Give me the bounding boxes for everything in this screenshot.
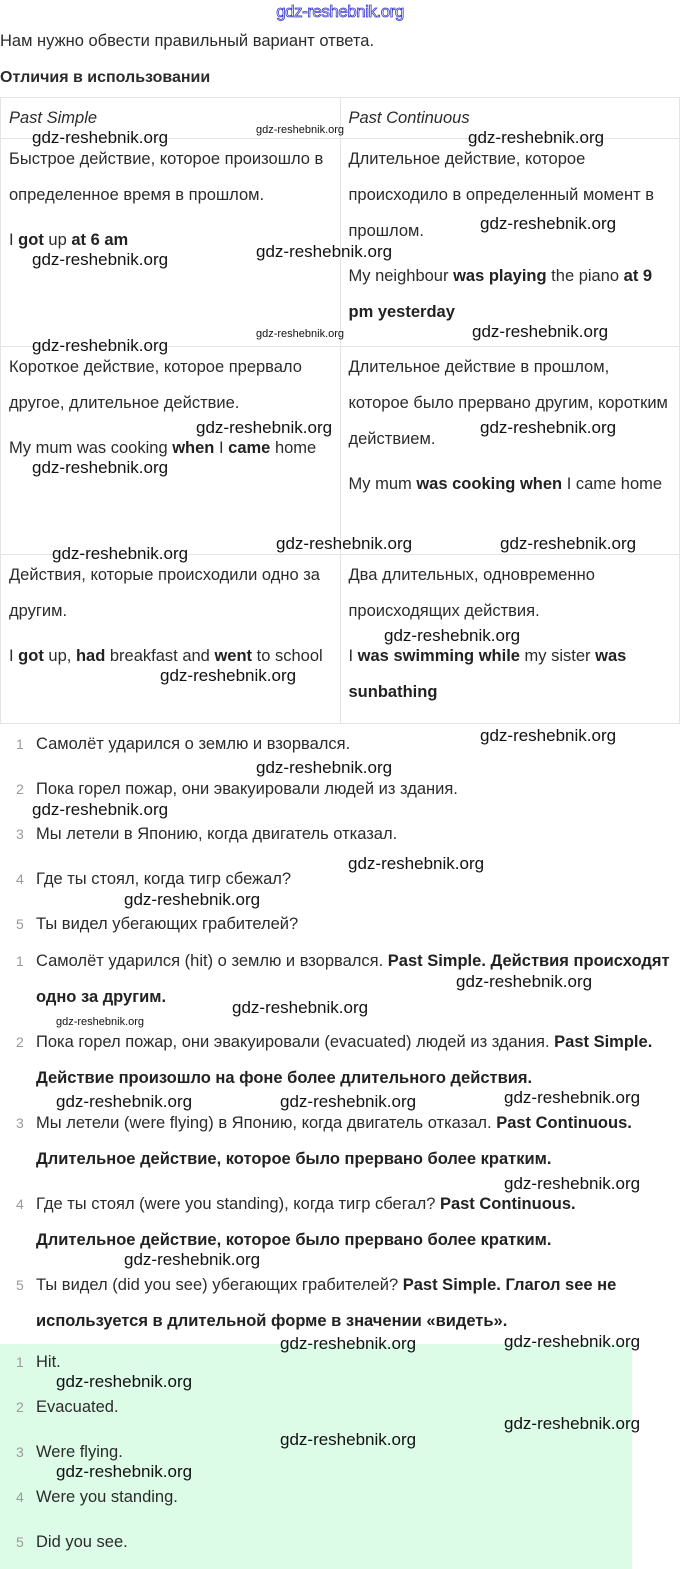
watermark: gdz-reshebnik.org — [256, 242, 393, 261]
item-number: 1 — [16, 736, 24, 752]
text-run: I — [214, 439, 229, 457]
item-text: Где ты стоял, когда тигр сбежал? — [36, 870, 292, 888]
bold-text: at 9 pm yesterday — [348, 267, 653, 321]
answer-item — [0, 1479, 632, 1515]
list-item — [0, 906, 680, 942]
watermark: gdz-reshebnik.org — [124, 890, 261, 909]
cell-description: Быстрое действие, которое произошло в определенное время в прошлом. — [9, 150, 324, 204]
text-run: home — [270, 439, 317, 457]
item-text — [36, 1105, 680, 1177]
list-item — [0, 1267, 680, 1339]
watermark: gdz-reshebnik.org — [56, 1372, 193, 1391]
text-run: I came home — [562, 475, 663, 493]
list-item — [0, 1105, 680, 1177]
watermark: gdz-reshebnik.org — [472, 322, 609, 341]
text-run: to school — [252, 647, 323, 665]
comparison-table — [0, 97, 680, 724]
text-run: I — [9, 647, 19, 665]
table-cell — [340, 347, 680, 555]
text-run: up — [43, 231, 72, 249]
item-number: 3 — [16, 826, 24, 842]
bold-text: had — [75, 647, 106, 665]
watermark: gdz-reshebnik.org — [504, 1088, 641, 1107]
watermark: gdz-reshebnik.org — [504, 1414, 641, 1433]
bold-text: was swimming while — [357, 647, 520, 665]
watermark: gdz-reshebnik.org — [348, 854, 485, 873]
item-text: Самолёт ударился о землю и взорвался. — [36, 735, 351, 753]
list-item — [0, 1024, 680, 1096]
cell-description: Длительное действие в прошлом, которое было прервано другим, коротким действием. — [348, 358, 668, 448]
intro-text: Нам нужно обвести правильный вариант ответа. — [0, 32, 375, 50]
section-heading: Отличия в использовании — [0, 69, 211, 86]
text-run: Самолёт ударился (hit) о землю и взорвался. — [36, 952, 388, 970]
watermark: gdz-reshebnik.org — [52, 544, 189, 563]
item-number: 2 — [16, 781, 24, 797]
watermark: gdz-reshebnik.org — [480, 214, 617, 233]
bold-text: got — [18, 231, 44, 249]
watermark: gdz-reshebnik.org — [456, 972, 593, 991]
cell-description: Действия, которые происходили одно за другим. — [9, 566, 320, 620]
bold-text: at 6 am — [71, 231, 129, 249]
watermark: gdz-reshebnik.org — [276, 534, 413, 553]
item-number: 4 — [16, 1489, 24, 1505]
answer-text: Hit. — [36, 1353, 61, 1371]
watermark: gdz-reshebnik.org — [32, 800, 169, 819]
list-item — [0, 861, 680, 897]
text-run: My neighbour — [348, 267, 454, 285]
text-run: I — [9, 231, 19, 249]
text-run: I — [348, 647, 358, 665]
watermark: gdz-reshebnik.org — [384, 626, 521, 645]
table-cell — [1, 347, 341, 555]
watermark: gdz-reshebnik.org — [56, 1015, 145, 1028]
header-past-simple: Past Simple — [1, 98, 341, 139]
answer-text: Were flying. — [36, 1443, 123, 1461]
item-number: 4 — [16, 871, 24, 887]
bold-text: Past Continuous. Длительное действие, которое было прервано более кратким. — [36, 1195, 576, 1249]
watermark: gdz-reshebnik.org — [468, 128, 605, 147]
item-number: 5 — [16, 1277, 24, 1293]
site-logo-watermark: gdz-reshebnik.org — [276, 2, 404, 21]
cell-example — [349, 638, 672, 710]
text-run: My mum was cooking — [9, 439, 173, 457]
watermark: gdz-reshebnik.org — [160, 666, 297, 685]
item-text: Мы летели в Японию, когда двигатель отказал. — [36, 825, 398, 843]
watermark: gdz-reshebnik.org — [196, 418, 333, 437]
watermark: gdz-reshebnik.org — [500, 534, 637, 553]
watermark: gdz-reshebnik.org — [232, 998, 369, 1017]
text-run: my sister — [519, 647, 596, 665]
watermark: gdz-reshebnik.org — [280, 1430, 417, 1449]
item-text — [36, 1267, 680, 1339]
bold-text: Past Continuous. Длительное действие, которое было прервано более кратким. — [36, 1114, 632, 1168]
text-run: Ты видел (did you see) убегающих грабителей? — [36, 1276, 403, 1294]
watermark: gdz-reshebnik.org — [32, 336, 169, 355]
item-text: Ты видел убегающих грабителей? — [36, 915, 299, 933]
text-run: Мы летели (were flying) в Японию, когда двигатель отказал. — [36, 1114, 497, 1132]
text-run: Где ты стоял (were you standing), когда тигр сбегал? — [36, 1195, 440, 1213]
bold-text: was cooking when — [416, 475, 563, 493]
cell-example — [349, 466, 672, 502]
item-number: 5 — [16, 916, 24, 932]
text-run: My mum — [348, 475, 417, 493]
watermark: gdz-reshebnik.org — [124, 1250, 261, 1269]
bold-text: was sunbathing — [348, 647, 627, 701]
list-item — [0, 816, 680, 852]
watermark: gdz-reshebnik.org — [256, 327, 345, 340]
text-run: Пока горел пожар, они эвакуировали (evacuated) людей из здания. — [36, 1033, 555, 1051]
table-row — [1, 555, 680, 724]
item-number: 1 — [16, 953, 24, 969]
watermark: gdz-reshebnik.org — [480, 726, 617, 745]
watermark: gdz-reshebnik.org — [256, 123, 345, 136]
bold-text: was playing — [453, 267, 547, 285]
item-text — [36, 1186, 680, 1258]
cell-description: Короткое действие, которое прервало другое, длительное действие. — [9, 358, 302, 412]
watermark: gdz-reshebnik.org — [280, 1334, 417, 1353]
item-number: 3 — [16, 1444, 24, 1460]
answer-text: Did you see. — [36, 1533, 128, 1551]
item-number: 5 — [16, 1534, 24, 1550]
bold-text: when — [172, 439, 215, 457]
item-text: Пока горел пожар, они эвакуировали людей из здания. — [36, 780, 458, 798]
item-number: 3 — [16, 1115, 24, 1131]
bold-text: got — [18, 647, 44, 665]
list-item — [0, 1186, 680, 1258]
answer-text: Evacuated. — [36, 1398, 119, 1416]
watermark: gdz-reshebnik.org — [32, 458, 169, 477]
item-text — [36, 1024, 680, 1096]
watermark: gdz-reshebnik.org — [504, 1174, 641, 1193]
watermark: gdz-reshebnik.org — [32, 128, 169, 147]
watermark: gdz-reshebnik.org — [32, 250, 169, 269]
bold-text: Past Simple. Глагол see не используется в длительной форме в значении «видеть». — [36, 1276, 617, 1330]
bold-text: Past Simple. Действие произошло на фоне более длительного действия. — [36, 1033, 653, 1087]
watermark: gdz-reshebnik.org — [480, 418, 617, 437]
text-run: up, — [43, 647, 76, 665]
text-run: breakfast and — [105, 647, 215, 665]
answer-text: Were you standing. — [36, 1488, 178, 1506]
bold-text: Past Simple. Действия происходят одно за другим. — [36, 952, 670, 1006]
bold-text: came — [228, 439, 271, 457]
answer-item — [0, 1524, 632, 1560]
header-past-continuous: Past Continuous — [340, 98, 680, 139]
item-number: 1 — [16, 1354, 24, 1370]
text-run: the piano — [546, 267, 624, 285]
watermark: gdz-reshebnik.org — [504, 1332, 641, 1351]
cell-example — [349, 258, 672, 330]
watermark: gdz-reshebnik.org — [256, 758, 393, 777]
cell-description: Длительное действие, которое происходило в определенный момент в прошлом. — [348, 150, 655, 240]
watermark: gdz-reshebnik.org — [280, 1092, 417, 1111]
cell-description: Два длительных, одновременно происходящих действия. — [348, 566, 595, 620]
watermark: gdz-reshebnik.org — [56, 1092, 193, 1111]
table-cell — [1, 555, 341, 724]
item-number: 2 — [16, 1034, 24, 1050]
item-number: 4 — [16, 1196, 24, 1212]
watermark: gdz-reshebnik.org — [56, 1462, 193, 1481]
item-number: 2 — [16, 1399, 24, 1415]
table-row — [1, 347, 680, 555]
bold-text: went — [214, 647, 253, 665]
